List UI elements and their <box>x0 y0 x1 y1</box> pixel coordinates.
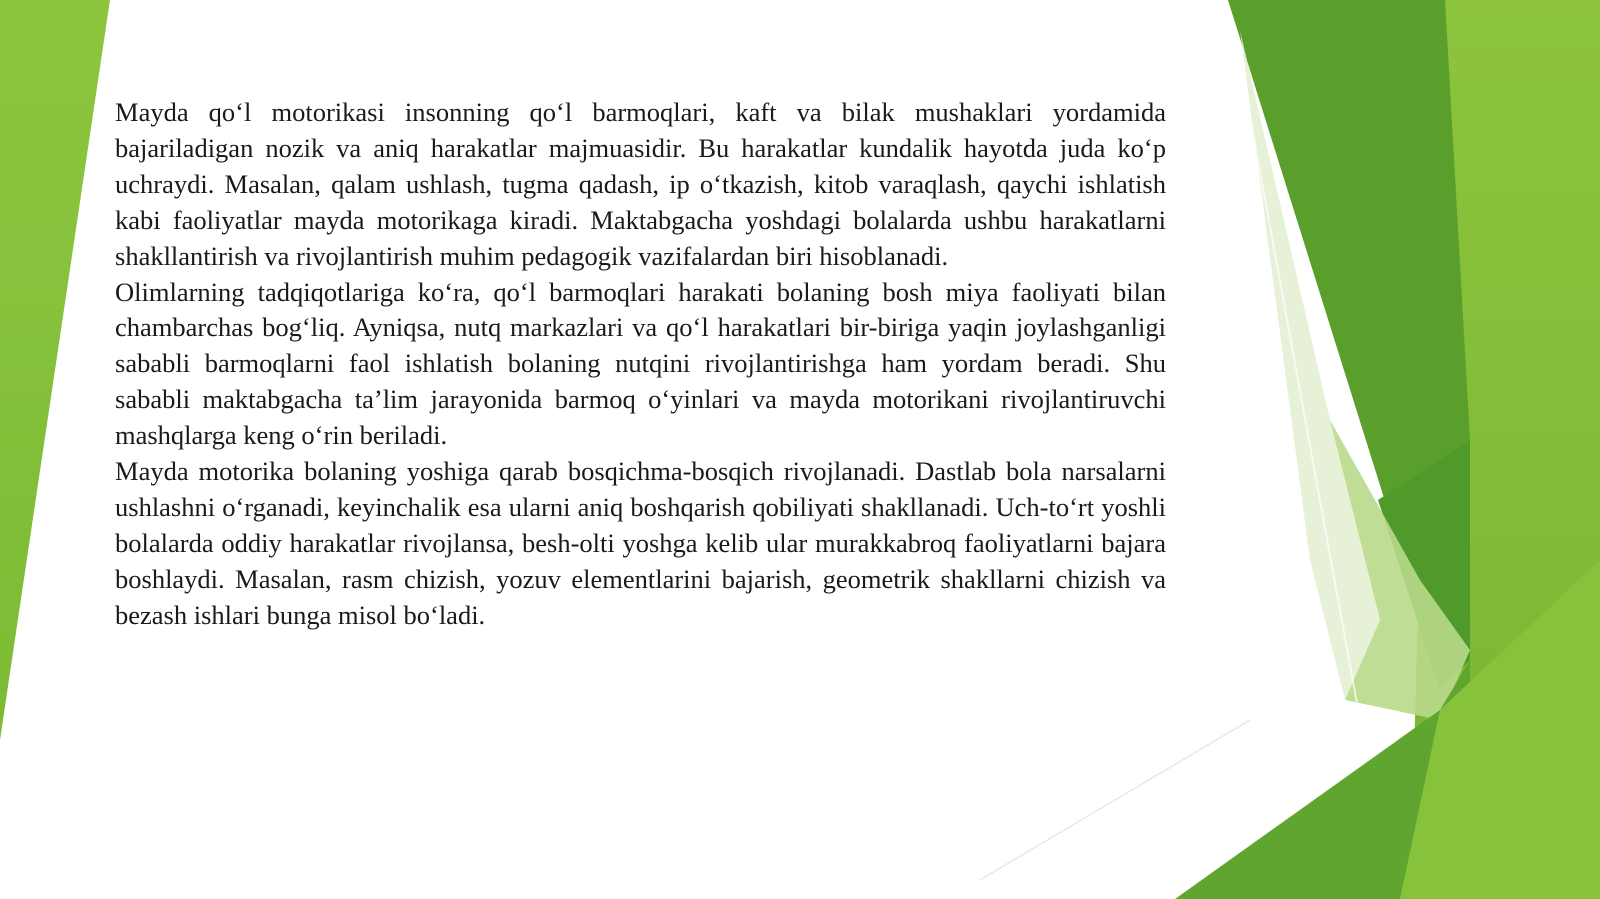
paragraph-2: Olimlarning tadqiqotlariga ko‘ra, qo‘l barmoqlari harakati bolaning bosh miya faoliyati bilan chambarchas bog‘liq. Ayniqsa, nutq markazlari va qo‘l harakatlari bir-biriga yaqin joylashganligi sababli barmoqlarni faol ishlatish bolaning nutqini rivojlantirishga ham yordam beradi. Shu sababli maktabgacha ta’lim jarayonida barmoq o‘yinlari va mayda motorikani rivojlantiruvchi mashqlarga keng o‘rin beriladi. <box>115 276 1166 451</box>
left-green-sliver <box>0 0 110 740</box>
slide-body-text <box>115 95 1166 634</box>
paragraph-1: Mayda qo‘l motorikasi insonning qo‘l barmoqlari, kaft va bilak mushaklari yordamida bajariladigan nozik va aniq harakatlar majmuasidir. Bu harakatlar kundalik hayotda juda ko‘p uchraydi. Masalan, qalam ushlash, tugma qadash, ip o‘tkazish, kitob varaqlash, qaychi ishlatish kabi faoliyatlar mayda motorikaga kiradi. Maktabgacha yoshdagi bolalarda ushbu harakatlarni shakllantirish va rivojlantirish muhim pedagogik vazifalardan biri hisoblanadi. <box>115 97 1166 271</box>
thin-highlight-line-2 <box>980 720 1250 880</box>
paragraph-3: Mayda motorika bolaning yoshiga qarab bosqichma-bosqich rivojlanadi. Dastlab bola narsalarni ushlashni o‘rganadi, keyinchalik esa ularni aniq boshqarish qobiliyati shakllanadi. Uch-to‘rt yoshli bolalarda oddiy harakatlar rivojlansa, besh-olti yoshga kelib ular murakkabroq faoliyatlarni bajara boshlaydi. Masalan, rasm chizish, yozuv elementlarini bajarish, geometrik shakllarni chizish va bezash ishlari bunga misol bo‘ladi. <box>115 456 1166 630</box>
